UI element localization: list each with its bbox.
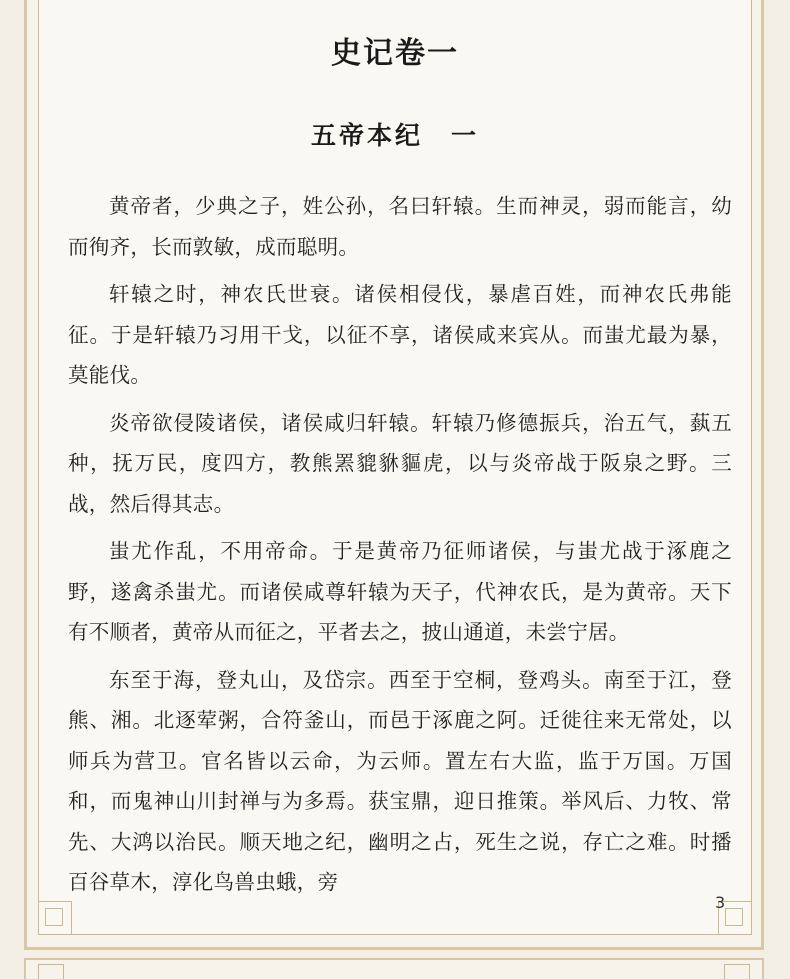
page-number: 3 [715,893,726,912]
volume-title: 史记卷一 [331,36,459,71]
paragraph: 黄帝者，少典之子，姓公孙，名曰轩辕。生而神灵，弱而能言，幼而徇齐，长而敦敏，成而聪明。 [68,194,732,259]
paragraph: 炎帝欲侵陵诸侯，诸侯咸归轩辕。轩辕乃修德振兵，治五气，蓺五种，抚万民，度四方，教熊罴貔貅貙虎，以与炎帝战于阪泉之野。三战，然后得其志。 [68,410,732,516]
chapter-title: 五帝本纪 一 [310,121,479,150]
paragraph: 蚩尤作乱，不用帝命。于是黄帝乃征师诸侯，与蚩尤战于涿鹿之野，遂禽杀蚩尤。而诸侯咸尊轩辕为天子，代神农氏，是为黄帝。天下有不顺者，黄帝从而征之，平者去之，披山通道，未尝宁居。 [68,539,732,644]
corner-ornament-left [38,901,72,935]
paragraph: 东至于海，登丸山，及岱宗。西至于空桐，登鸡头。南至于江，登熊、湘。北逐荤粥，合符釜山，而邑于涿鹿之阿。迁徙往来无常处，以师兵为营卫。官名皆以云命，为云师。置左右大监，监于万国。万国和，而鬼神山川封禅与为多焉。获宝鼎，迎日推策。举风后、力牧、常先、大鸿以治民。顺天地之纪，幽明之占，死生之说，存亡之难。时播百谷草木，淳化鸟兽虫蛾，旁 [68,667,732,894]
body-text [68,186,732,910]
next-page-edge [24,958,764,979]
paragraph: 轩辕之时，神农氏世衰。诸侯相侵伐，暴虐百姓，而神农氏弗能征。于是轩辕乃习用干戈，以征不享，诸侯咸来宾从。而蚩尤最为暴，莫能伐。 [68,282,732,387]
